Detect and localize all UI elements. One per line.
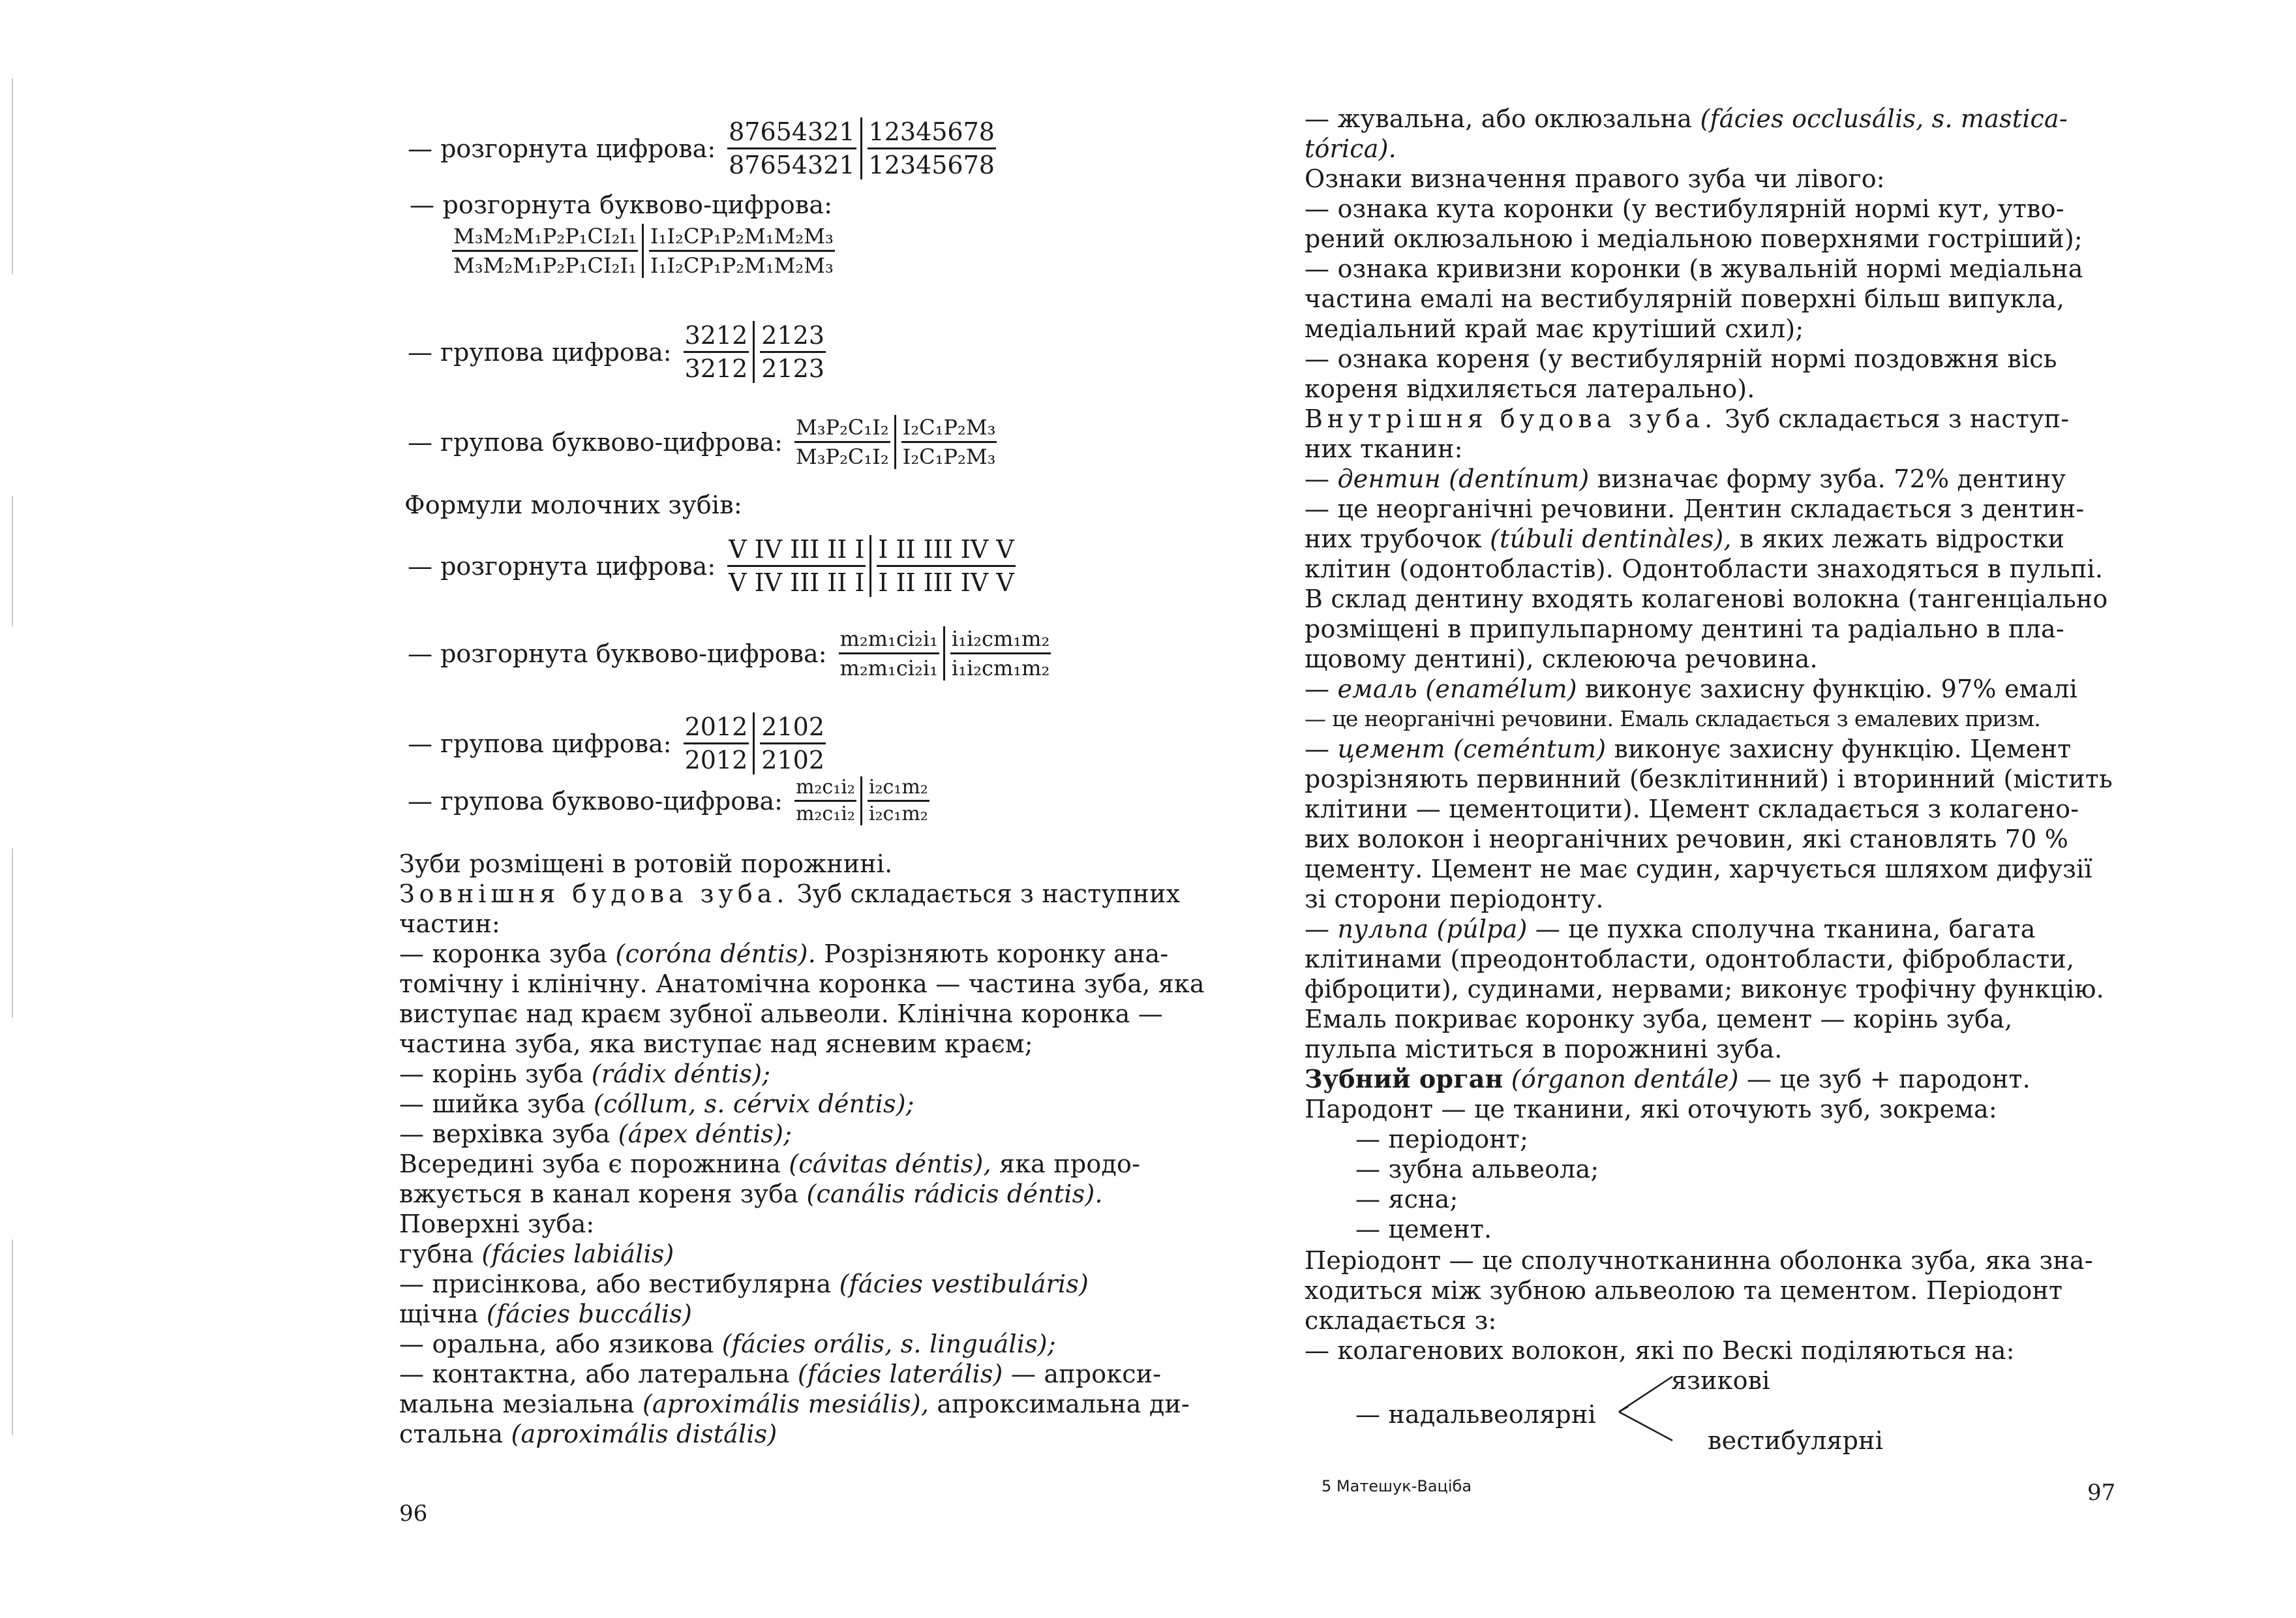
- text-line: — емаль (enamélum) виконує захисну функцію. 97% емалі: [1305, 675, 2077, 703]
- formula-permanent-expanded-letter: [452, 224, 835, 278]
- text-line: — зубна альвеола;: [1355, 1155, 1599, 1183]
- text-line: частина зуба, яка виступає над ясневим краєм;: [399, 1030, 1033, 1058]
- text-line: ходиться між зубною альвеолою та цементом. Періодонт: [1305, 1276, 2063, 1305]
- text-line: клітини — цементоцити). Цемент складається з колагено-: [1305, 795, 2079, 823]
- formula-label: — розгорнута буквово-цифрова:: [410, 191, 833, 219]
- text-line: частин:: [399, 909, 500, 938]
- fraction: $\frac{\text{M₃P₂C₁I₂}}{\text{M₃P₂C₁I₂}}$ $\frac{\text{I₂C₁P₂M₃}}{\text{I₂C₁P₂M₃}}$: [795, 415, 996, 469]
- text-line: Поверхні зуба:: [399, 1210, 595, 1238]
- text-line: Внутрішня будова зуба. Зуб складається з наступ-: [1305, 404, 2070, 433]
- text-line: них трубочок (túbuli dentinàles), в яких лежать відростки: [1305, 525, 2065, 553]
- text-line: — верхівка зуба (ápex déntis);: [399, 1120, 793, 1148]
- fraction: $\frac{\text{V IV III II I}}{\text{V IV III II I}}$ $\frac{\text{I II III IV V}}{\text{I II III IV V}}$: [729, 535, 1014, 597]
- formula-milk-expanded-letter: — розгорнута буквово-цифрова: $\frac{\text{m₂m₁ci₂i₁}}{\text{m₂m₁ci₂i₁}}$ $\frac{\text{i₁i₂cm₁m₂}}{\text{i₁i₂cm₁m₂}}$: [408, 626, 1050, 680]
- page-number: 96: [399, 1501, 428, 1527]
- text-line: виступає над краєм зубної альвеоли. Клінічна коронка —: [399, 1000, 1163, 1028]
- text-line: фіброцити), судинами, нервами; виконує трофічну функцію.: [1305, 975, 2104, 1003]
- text-line: — цемент (ceméntum) виконує захисну функцію. Цемент: [1305, 735, 2072, 763]
- branch-top-label: язикові: [1671, 1366, 1770, 1395]
- text-line: — колагенових волокон, які по Вескі поділяються на:: [1305, 1336, 2015, 1365]
- text-line: них тканин:: [1305, 435, 1463, 463]
- text-line: — ознака кривизни коронки (в жувальній нормі медіальна: [1305, 254, 2083, 283]
- text-line: tórica).: [1305, 134, 1397, 163]
- fraction: $\frac{2012}{2012}$ $\frac{2102}{2102}$: [684, 712, 825, 774]
- text-line: кореня відхиляється латерально).: [1305, 374, 1755, 403]
- text-line: Пародонт — це тканини, які оточують зуб, зокрема:: [1305, 1095, 1997, 1123]
- text-line: стальна (aproximális distális): [399, 1420, 778, 1448]
- text-line: — періодонт;: [1355, 1125, 1529, 1153]
- text-line: — коронка зуба (coróna déntis). Розрізняють коронку ана-: [399, 939, 1169, 968]
- text-line: пульпа міститься в порожнині зуба.: [1305, 1035, 1783, 1063]
- text-line: клітин (одонтобластів). Одонтобласти знаходяться в пульпі.: [1305, 555, 2104, 583]
- text-line: складається з:: [1305, 1306, 1497, 1335]
- text-line: — корінь зуба (rádix déntis);: [399, 1060, 771, 1088]
- text-line: томічну і клінічну. Анатомічна коронка — частина зуба, яка: [399, 969, 1205, 998]
- text-line: розрізняють первинний (безклітинний) і вторинний (містить: [1305, 765, 2113, 793]
- formula-milk-expanded-digital: — розгорнута цифрова: $\frac{\text{V IV III II I}}{\text{V IV III II I}}$ $\frac{\text{I II III IV V}}{\text{I II III IV V}}$: [408, 535, 1014, 597]
- text-line: клітинами (преодонтобласти, одонтобласти, фібробласти,: [1305, 945, 2075, 973]
- text-line: цементу. Цемент не має судин, харчується шляхом дифузії: [1305, 855, 2092, 883]
- fraction: $\frac{\text{M₃M₂M₁P₂P₁CI₂I₁}}{\text{M₃M₂M₁P₂P₁CI₂I₁}}$ $\frac{\text{I₁I₂CP₁P₂M₁M₂M₃}}{\text{I₁I₂CP₁P₂M₁M₂M₃}}$: [453, 224, 834, 278]
- text-line: — пульпа (púlpa) — це пухка сполучна тканина, багата: [1305, 915, 2036, 943]
- text-line: губна (fácies labiális): [399, 1240, 674, 1268]
- formula-milk-group-letter: — групова буквово-цифрова: $\frac{\text{m₂c₁i₂}}{\text{m₂c₁i₂}}$ $\frac{\text{i₂c₁m₂}}{\text{i₂c₁m₂}}$: [408, 776, 928, 825]
- text-line: — оральна, або язикова (fácies orális, s. linguális);: [399, 1330, 1056, 1358]
- text-line: Всередині зуба є порожнина (cávitas déntis), яка продо-: [399, 1150, 1141, 1178]
- scan-edge-mark: [12, 1240, 13, 1435]
- scan-edge-mark: [12, 848, 13, 1018]
- formula-permanent-group-digital: — групова цифрова: $\frac{3212}{3212}$ $\frac{2123}{2123}$: [408, 321, 825, 383]
- text-line: — дентин (dentínum) визначає форму зуба. 72% дентину: [1305, 465, 2066, 493]
- text-line: Зубний орган (órganon dentále) — це зуб + пародонт.: [1305, 1064, 2031, 1093]
- text-line: зі сторони періодонту.: [1305, 885, 1604, 913]
- fraction: $\frac{\text{m₂c₁i₂}}{\text{m₂c₁i₂}}$ $\frac{\text{i₂c₁m₂}}{\text{i₂c₁m₂}}$: [795, 776, 928, 825]
- formula-permanent-expanded-digital: — розгорнута цифрова: $\frac{87654321}{87654321}$ $\frac{12345678}{12345678}$: [408, 117, 995, 179]
- text-line: розміщені в припульпарному дентині та радіально в пла-: [1305, 615, 2064, 643]
- text-line: В склад дентину входять колагенові волокна (тангенціально: [1305, 585, 2108, 613]
- text-line: частина емалі на вестибулярній поверхні більш випукла,: [1305, 284, 2065, 313]
- formula-milk-group-digital: — групова цифрова: $\frac{2012}{2012}$ $\frac{2102}{2102}$: [408, 712, 825, 774]
- milk-teeth-heading: Формули молочних зубів:: [404, 491, 742, 519]
- text-line: — контактна, або латеральна (fácies laterális) — апрокси-: [399, 1360, 1162, 1388]
- text-line: Емаль покриває коронку зуба, цемент — корінь зуба,: [1305, 1005, 2013, 1033]
- text-line: — цемент.: [1355, 1215, 1492, 1244]
- text-line: — це неорганічні речовини. Дентин складається з дентин-: [1305, 495, 2085, 523]
- text-line: Зовнішня будова зуба. Зуб складається з наступних: [399, 879, 1181, 908]
- text-line: — ясна;: [1355, 1185, 1458, 1214]
- text-line: — присінкова, або вестибулярна (fácies vestibuláris): [399, 1270, 1089, 1298]
- fraction: $\frac{3212}{3212}$ $\frac{2123}{2123}$: [684, 321, 825, 383]
- footer-author: 5 Матешук-Ваціба: [1322, 1477, 1472, 1495]
- fraction: $\frac{87654321}{87654321}$ $\frac{12345678}{12345678}$: [729, 117, 995, 179]
- right-page: [1148, 0, 2296, 1618]
- text-line: — це неорганічні речовини. Емаль складається з емалевих призм.: [1305, 706, 2041, 731]
- page-number: 97: [2087, 1480, 2116, 1506]
- scan-edge-mark: [12, 78, 13, 274]
- text-line: щічна (fácies buccális): [399, 1300, 692, 1328]
- formula-permanent-group-letter: — групова буквово-цифрова: $\frac{\text{M₃P₂C₁I₂}}{\text{M₃P₂C₁I₂}}$ $\frac{\text{I₂C₁P₂M₃}}{\text{I₂C₁P₂M₃}}$: [408, 415, 996, 469]
- text-line: — жувальна, або оклюзальна (fácies occlusális, s. mastica-: [1305, 104, 2068, 133]
- text-line: рений оклюзальною і медіальною поверхнями гостріший);: [1305, 224, 2083, 253]
- branch-lines: [1615, 1370, 1674, 1448]
- text-line: — ознака кута коронки (у вестибулярній нормі кут, утво-: [1305, 194, 2064, 223]
- text-line: Зуби розміщені в ротовій порожнині.: [399, 849, 893, 878]
- text-line: Періодонт — це сполучнотканинна оболонка зуба, яка зна-: [1305, 1246, 2093, 1275]
- text-line: — шийка зуба (cóllum, s. cérvix déntis);: [399, 1090, 914, 1118]
- text-line: — ознака кореня (у вестибулярній нормі поздовжня вісь: [1305, 344, 2057, 373]
- scan-edge-mark: [12, 496, 13, 626]
- text-line: мальна мезіальна (aproximális mesiális), апроксимальна ди-: [399, 1390, 1190, 1418]
- branch-root-label: — надальвеолярні: [1355, 1400, 1596, 1429]
- text-line: щовому дентині), склеюючa речовина.: [1305, 645, 1818, 673]
- text-line: медіальний край має крутіший схил);: [1305, 314, 1804, 343]
- fraction: $\frac{\text{m₂m₁ci₂i₁}}{\text{m₂m₁ci₂i₁}}$ $\frac{\text{i₁i₂cm₁m₂}}{\text{i₁i₂cm₁m₂}}$: [839, 626, 1050, 680]
- branch-bottom-label: вестибулярні: [1708, 1426, 1884, 1455]
- text-line: вих волокон і неорганічних речовин, які становлять 70 %: [1305, 825, 2069, 853]
- text-line: Ознаки визначення правого зуба чи лівого:: [1305, 164, 1885, 193]
- text-line: вжується в канал кореня зуба (canális rádicis déntis).: [399, 1180, 1103, 1208]
